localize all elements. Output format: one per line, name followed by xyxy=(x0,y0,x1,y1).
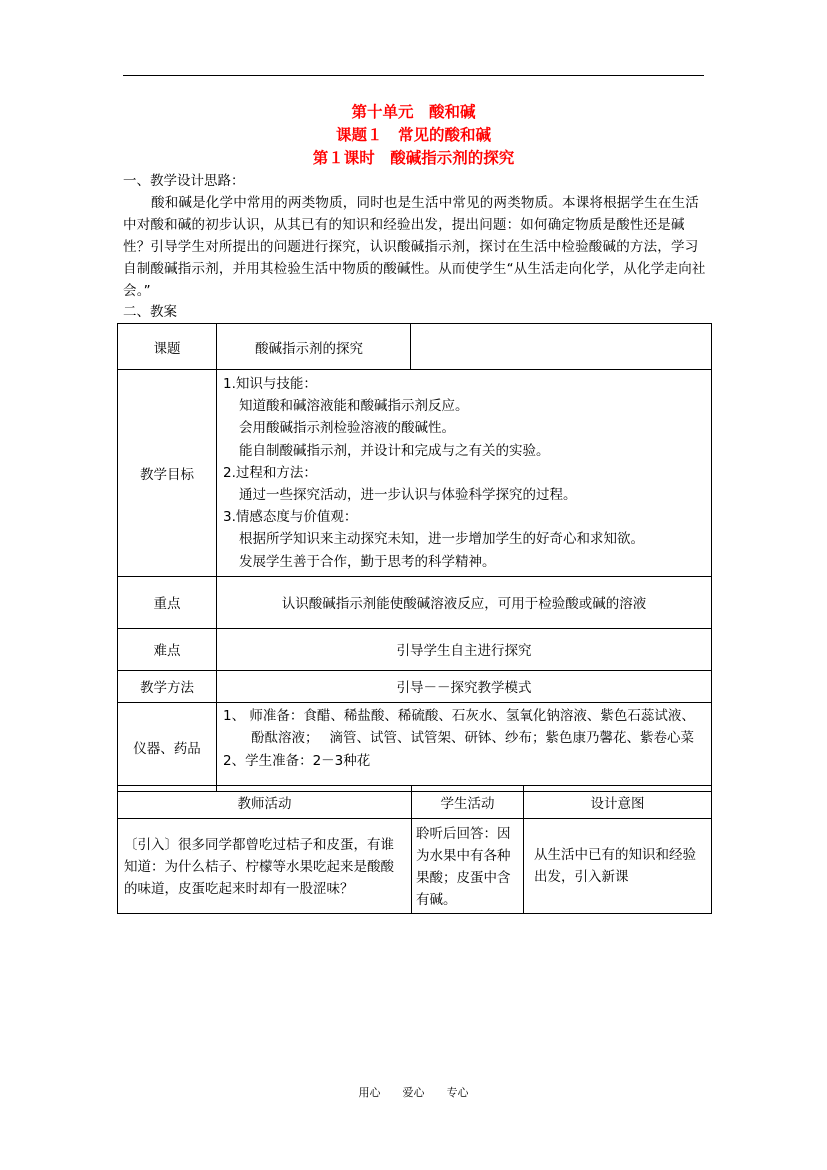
section-lesson-plan xyxy=(123,301,707,323)
header-design-intent: 设计意图 xyxy=(524,786,712,819)
teacher-activity-cell: 〔引入〕很多同学都曾吃过桔子和皮蛋，有谁知道：为什么桔子、柠檬等水果吃起来是酸酸的味道，皮蛋吃起来时却有一股涩味？ xyxy=(118,819,412,914)
goal-heading: 1.知识与技能： xyxy=(223,376,317,392)
design-ideas-paragraph: 酸和碱是化学中常用的两类物质，同时也是生活中常见的两类物质。本课将根据学生在生活中对酸和碱的初步认识，从其已有的知识和经验出发，提出问题：如何确定物质是酸性还是碱性？引导学生对所提出的问题进行探究，认识酸碱指示剂，探讨在生活中检验酸碱的方法，学习自制酸碱指示剂，并用其检验生活中物质的酸碱性。从而使学生“从生活走向化学，从化学走向社会。” xyxy=(123,195,706,299)
method-label: 教学方法 xyxy=(118,670,217,702)
goal-item: 发展学生善于合作，勤于思考的科学精神。 xyxy=(239,553,496,570)
student-activity-cell: 聆听后回答：因为水果中有各种果酸；皮蛋中含有碱。 xyxy=(412,819,524,914)
goal-heading: 3.情感态度与价值观： xyxy=(223,509,358,526)
section1-heading: 一、教学设计思路： xyxy=(123,173,245,189)
unit-title: 第十单元 酸和碱 xyxy=(351,102,476,121)
goal-item: 通过一些探究活动，进一步认识与体验科学探究的过程。 xyxy=(239,487,577,504)
equipment-list xyxy=(217,702,712,791)
topic-title: 课题１ 常见的酸和碱 xyxy=(335,125,491,144)
key-point-value: 认识酸碱指示剂能使酸碱溶液反应，可用于检验酸或碱的溶液 xyxy=(217,576,712,628)
section2-heading: 二、教案 xyxy=(123,304,177,320)
empty-cell xyxy=(411,324,712,370)
method-value: 引导－－探究教学模式 xyxy=(217,670,712,702)
goals-label: 教学目标 xyxy=(118,370,217,577)
goal-item: 根据所学知识来主动探究未知，进一步增加学生的好奇心和求知欲。 xyxy=(239,531,644,548)
header-student-activity: 学生活动 xyxy=(412,786,524,819)
activities-header-row xyxy=(118,786,712,819)
table-row xyxy=(118,702,712,791)
difficulty-value: 引导学生自主进行探究 xyxy=(217,628,712,670)
section-design-ideas xyxy=(123,170,707,302)
topic-label: 课题 xyxy=(118,324,217,370)
goal-item: 会用酸碱指示剂检验溶液的酸碱性。 xyxy=(239,420,455,437)
equipment-teacher: 1、 师准备：食醋、稀盐酸、稀硫酸、石灰水、氢氧化钠溶液、紫色石蕊试液、酚酞溶液； 滴管、试管、试管架、研钵、纱布；紫色康乃馨花、紫卷心菜 xyxy=(223,707,695,747)
table-row xyxy=(118,324,712,370)
goal-item: 知道酸和碱溶液能和酸碱指示剂反应。 xyxy=(239,398,469,415)
table-row xyxy=(118,819,712,914)
goals-list xyxy=(217,370,712,577)
header-rule xyxy=(123,75,704,76)
document-titles xyxy=(0,100,827,169)
table-row xyxy=(118,670,712,702)
lesson-title: 第１课时 酸碱指示剂的探究 xyxy=(312,148,515,167)
activities-table xyxy=(117,785,712,914)
lesson-plan-table xyxy=(117,323,712,792)
design-intent-cell: 从生活中已有的知识和经验出发，引入新课 xyxy=(524,819,712,914)
header-teacher-activity: 教师活动 xyxy=(118,786,412,819)
difficulty-label: 难点 xyxy=(118,628,217,670)
table-row xyxy=(118,370,712,577)
key-point-label: 重点 xyxy=(118,576,217,628)
goal-item: 能自制酸碱指示剂，并设计和完成与之有关的实验。 xyxy=(239,442,550,459)
table-row xyxy=(118,628,712,670)
equipment-student: 2、学生准备：2－3种花 xyxy=(223,752,371,769)
equipment-label: 仪器、药品 xyxy=(118,702,217,791)
page-footer: 用心 爱心 专心 xyxy=(358,1086,469,1099)
table-row xyxy=(118,576,712,628)
topic-value: 酸碱指示剂的探究 xyxy=(217,324,411,370)
goal-heading: 2.过程和方法： xyxy=(223,464,317,481)
